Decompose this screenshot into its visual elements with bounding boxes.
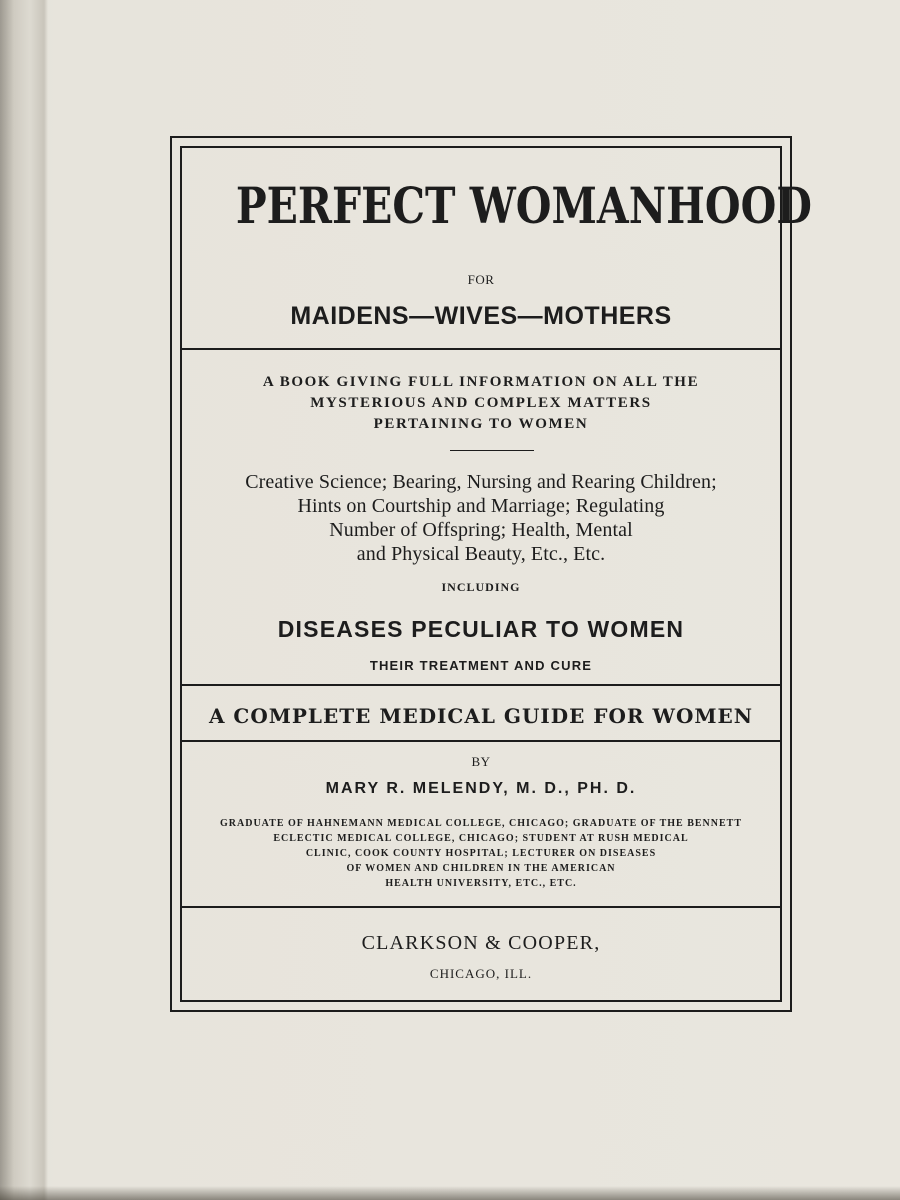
subject-line: Creative Science; Bearing, Nursing and Rearing Children;	[245, 471, 717, 493]
book-title: PERFECT WOMANHOOD	[235, 176, 812, 235]
credential-line: OF WOMEN AND CHILDREN IN THE AMERICAN	[346, 863, 616, 874]
subject-line: Number of Offspring; Health, Mental	[329, 519, 633, 541]
page-bottom-shadow	[0, 1186, 900, 1200]
for-label: FOR	[467, 272, 495, 287]
audience-line: MAIDENS—WIVES—MOTHERS	[290, 302, 672, 330]
author-credentials	[182, 816, 780, 891]
credential-line: GRADUATE OF HAHNEMANN MEDICAL COLLEGE, CHICAGO; GRADUATE OF THE BENNETT	[220, 818, 742, 829]
credential-line: ECLECTIC MEDICAL COLLEGE, CHICAGO; STUDENT AT RUSH MEDICAL	[273, 833, 689, 844]
intro-text	[182, 372, 780, 435]
short-divider	[450, 450, 534, 451]
author-name: MARY R. MELENDY, M. D., PH. D.	[325, 780, 637, 797]
divider-rule	[182, 906, 780, 908]
guide-heading: A COMPLETE MEDICAL GUIDE FOR WOMEN	[208, 704, 754, 728]
credential-line: CLINIC, COOK COUNTY HOSPITAL; LECTURER ON DISEASES	[305, 848, 657, 859]
subject-line: and Physical Beauty, Etc., Etc.	[356, 543, 606, 565]
subjects-text	[182, 470, 780, 566]
intro-line: MYSTERIOUS AND COMPLEX MATTERS	[310, 395, 652, 411]
book-spine-edge	[0, 0, 48, 1200]
publisher-city: CHICAGO, ILL.	[429, 966, 533, 981]
credential-line: HEALTH UNIVERSITY, ETC., ETC.	[385, 878, 577, 889]
title-page-border-outer	[170, 136, 812, 1012]
title-page-border-inner	[180, 146, 812, 1002]
divider-rule	[182, 740, 780, 742]
intro-line: PERTAINING TO WOMEN	[373, 416, 589, 432]
publisher-name: CLARKSON & COOPER,	[361, 932, 601, 954]
intro-line: A BOOK GIVING FULL INFORMATION ON ALL THE	[262, 374, 700, 390]
by-label: BY	[471, 754, 491, 769]
divider-rule	[182, 348, 780, 350]
diseases-heading: DISEASES PECULIAR TO WOMEN	[277, 616, 685, 642]
treatment-subheading: THEIR TREATMENT AND CURE	[369, 658, 593, 673]
subject-line: Hints on Courtship and Marriage; Regulating	[297, 495, 665, 517]
divider-rule	[182, 684, 780, 686]
including-label: INCLUDING	[441, 580, 521, 594]
